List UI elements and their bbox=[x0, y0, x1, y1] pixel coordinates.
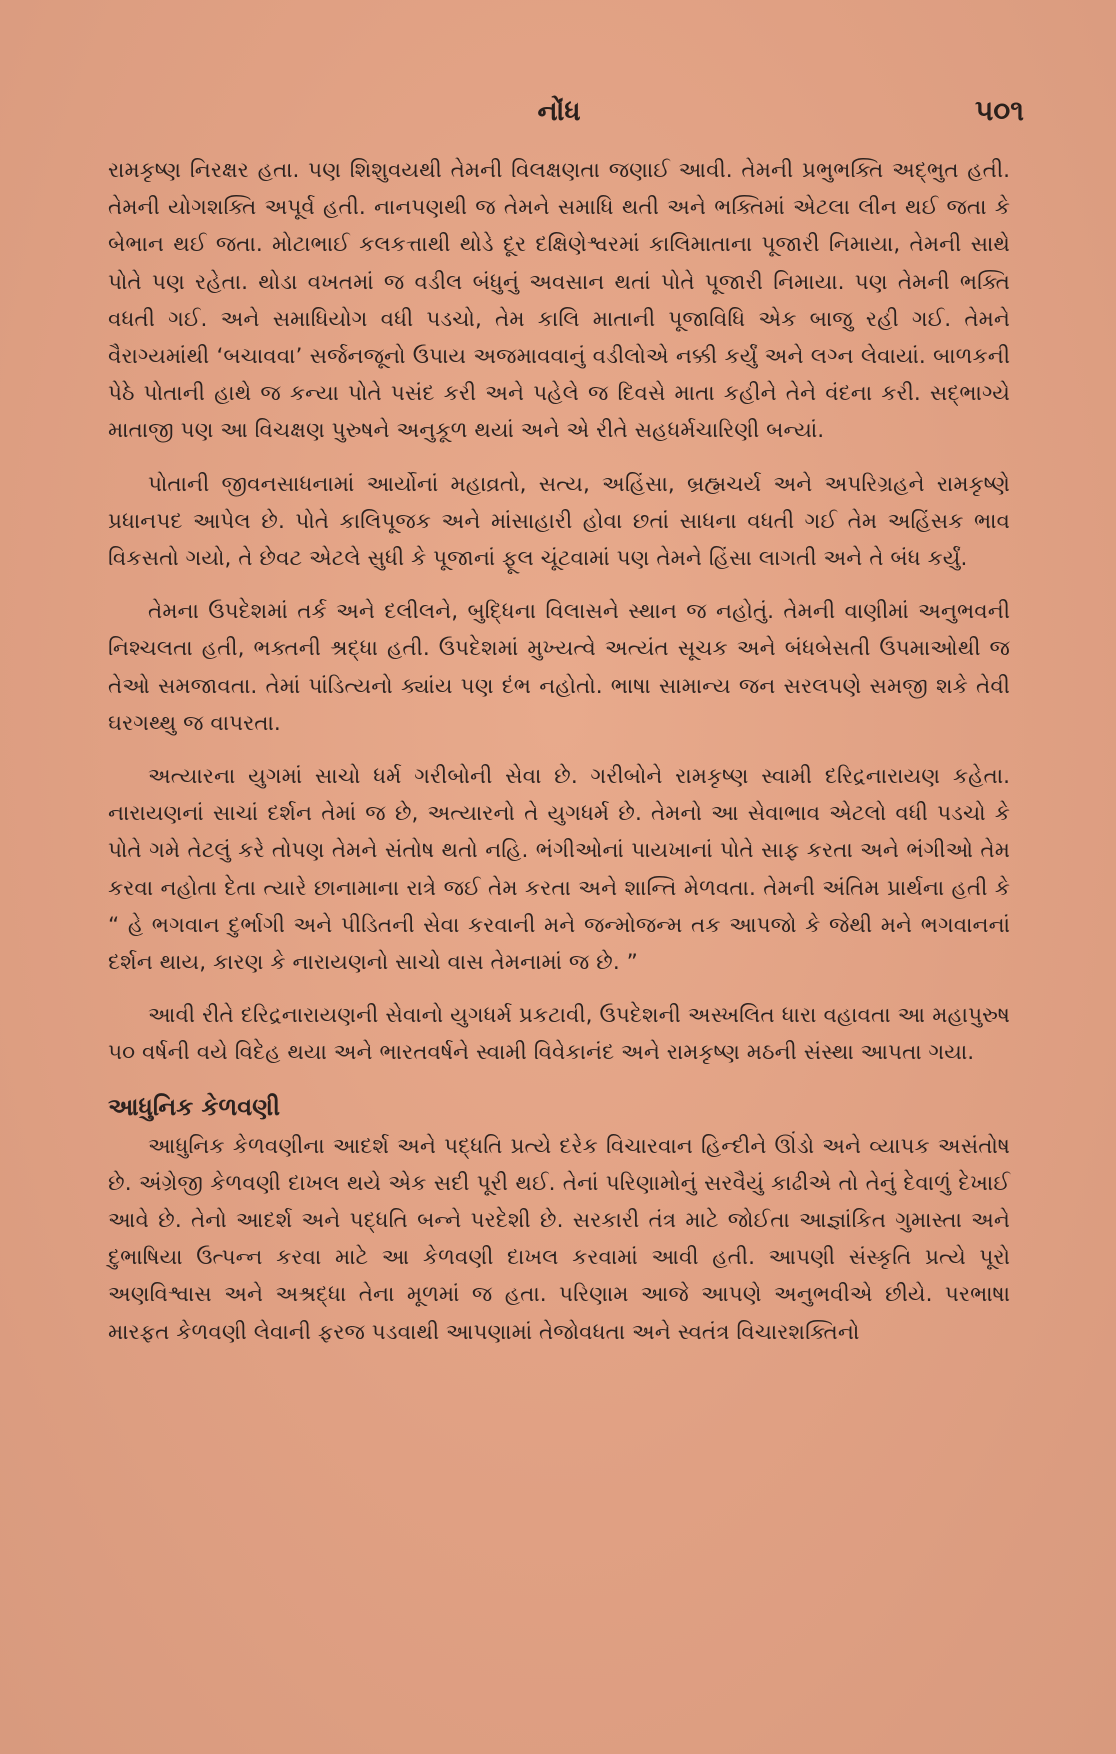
paragraph-vows: પોતાની જીવનસાધનામાં આર્યોનાં મહાવ્રતો, સત્ય, અહિંસા, બ્રહ્મચર્ય અને અપરિગ્રહને રામકૃષ્ણે પ્રધાનપદ આપેલ છે. પોતે કાલિપૂજક અને માંસાહારી હોવા છતાં સાધના વધતી ગઈ તેમ અહિંસક ભાવ વિકસતો ગયો, તે છેવટ એટલે સુધી કે પૂજાનાં ફૂલ ચૂંટવામાં પણ તેમને હિંસા લાગતી અને તે બંધ કર્યું. bbox=[108, 471, 1010, 572]
paragraph-modern-education: આધુનિક કેળવણીના આદર્શ અને પદ્ધતિ પ્રત્યે દરેક વિચારવાન હિન્દીને ઊંડો અને વ્યાપક અસંતોષ છે. અંગ્રેજી કેળવણી દાખલ થયે એક સદી પૂરી થઈ. તેનાં પરિણામોનું સરવૈયું કાઢીએ તો તેનું દેવાળું દેખાઈ આવે છે. તેનો આદર્શ અને પદ્ધતિ બન્ને પરદેશી છે. સરકારી તંત્ર માટે જોઈતા આજ્ઞાંકિત ગુમાસ્તા અને દુભાષિયા ઉત્પન્ન કરવા માટે આ કેળવણી દાખલ કરવામાં આવી હતી. આપણી સંસ્કૃતિ પ્રત્યે પૂરો અણવિશ્વાસ અને અશ્રદ્ધા તેના મૂળમાં જ હતા. પરિણામ આજે આપણે અનુભવીએ છીયે. પરભાષા મારફત કેળવણી લેવાની ફરજ પડવાથી આપણામાં તેજોવધતા અને સ્વતંત્ર વિચારશક્તિનો bbox=[108, 1133, 1010, 1345]
paragraph-ramakrishna-life: રામકૃષ્ણ નિરક્ષર હતા. પણ શિશુવયથી તેમની વિલક્ષણતા જણાઈ આવી. તેમની પ્રભુભક્તિ અદ્ભુત હતી. તેમની યોગશક્તિ અપૂર્વ હતી. નાનપણથી જ તેમને સમાધિ થતી અને ભક્તિમાં એટલા લીન થઈ જતા કે બેભાન થઈ જતા. મોટાભાઈ કલકત્તાથી થોડે દૂર દક્ષિણેશ્વરમાં કાલિમાતાના પૂજારી નિમાયા, તેમની સાથે પોતે પણ રહેતા. થોડા વખતમાં જ વડીલ બંધુનું અવસાન થતાં પોતે પૂજારી નિમાયા. પણ તેમની ભક્તિ વધતી ગઈ. અને સમાધિયોગ વધી પડચો, તેમ કાલિ માતાની પૂજાવિધિ એક બાજુ રહી ગઈ. તેમને વૈરાગ્યમાંથી ‘બચાવવા’ સર્જનજૂનો ઉપાય અજમાવવાનું વડીલોએ નક્કી કર્યું અને લગ્ન લેવાયાં. બાળકની પેઠે પોતાની હાથે જ કન્યા પોતે પસંદ કરી અને પહેલે જ દિવસે માતા કહીને તેને વંદના કરી. સદ્ભાગ્યે માતાજી પણ આ વિચક્ષણ પુરુષને અનુકૂળ થયાં અને એ રીતે સહધર્મચારિણી બન્યાં. bbox=[108, 158, 1010, 444]
paragraph-teaching: તેમના ઉપદેશમાં તર્ક અને દલીલને, બુદ્ધિના વિલાસને સ્થાન જ નહોતું. તેમની વાણીમાં અનુભવની નિશ્ચલતા હતી, ભક્તની શ્રદ્ધા હતી. ઉપદેશમાં મુખ્યત્વે અત્યંત સૂચક અને બંધબેસતી ઉપમાઓથી જ તેઓ સમજાવતા. તેમાં પાંડિત્યનો ક્યાંય પણ દંભ નહોતો. ભાષા સામાન્ય જન સરલપણે સમજી શકે તેવી ઘરગથ્થુ જ વાપરતા. bbox=[108, 599, 1010, 736]
page-number: ૫૦૧ bbox=[975, 94, 1024, 127]
section-heading: આધુનિક કેળવણી bbox=[108, 1092, 280, 1121]
paragraph-legacy: આવી રીતે દરિદ્રનારાયણની સેવાનો યુગધર્મ પ્રકટાવી, ઉપદેશની અસ્ખલિત ધારા વહાવતા આ મહાપુરુષ ૫૦ વર્ષની વયે વિદેહ થયા અને ભારતવર્ષને સ્વામી વિવેકાનંદ અને રામકૃષ્ણ મઠની સંસ્થા આપતા ગયા. bbox=[108, 1003, 1010, 1066]
body-text bbox=[108, 152, 1010, 1351]
running-title: નોંધ bbox=[537, 96, 581, 127]
running-head bbox=[108, 86, 1024, 138]
paragraph-service: અત્યારના યુગમાં સાચો ધર્મ ગરીબોની સેવા છે. ગરીબોને રામકૃષ્ણ સ્વામી દરિદ્રનારાયણ કહેતા. નારાયણનાં સાચાં દર્શન તેમાં જ છે, અત્યારનો તે યુગધર્મ છે. તેમનો આ સેવાભાવ એટલો વધી પડચો કે પોતે ગમે તેટલું કરે તોપણ તેમને સંતોષ થતો નહિ. ભંગીઓનાં પાયખાનાં પોતે સાફ કરતા અને ભંગીઓ તેમ કરવા નહોતા દેતા ત્યારે છાનામાના રાત્રે જઈ તેમ કરતા અને શાન્તિ મેળવતા. તેમની અંતિમ પ્રાર્થના હતી કે “ હે ભગવાન દુર્ભાગી અને પીડિતની સેવા કરવાની મને જન્મોજન્મ તક આપજો કે જેથી મને ભગવાનનાં દર્શન થાય, કારણ કે નારાયણનો સાચો વાસ તેમનામાં જ છે. ” bbox=[108, 764, 1010, 976]
